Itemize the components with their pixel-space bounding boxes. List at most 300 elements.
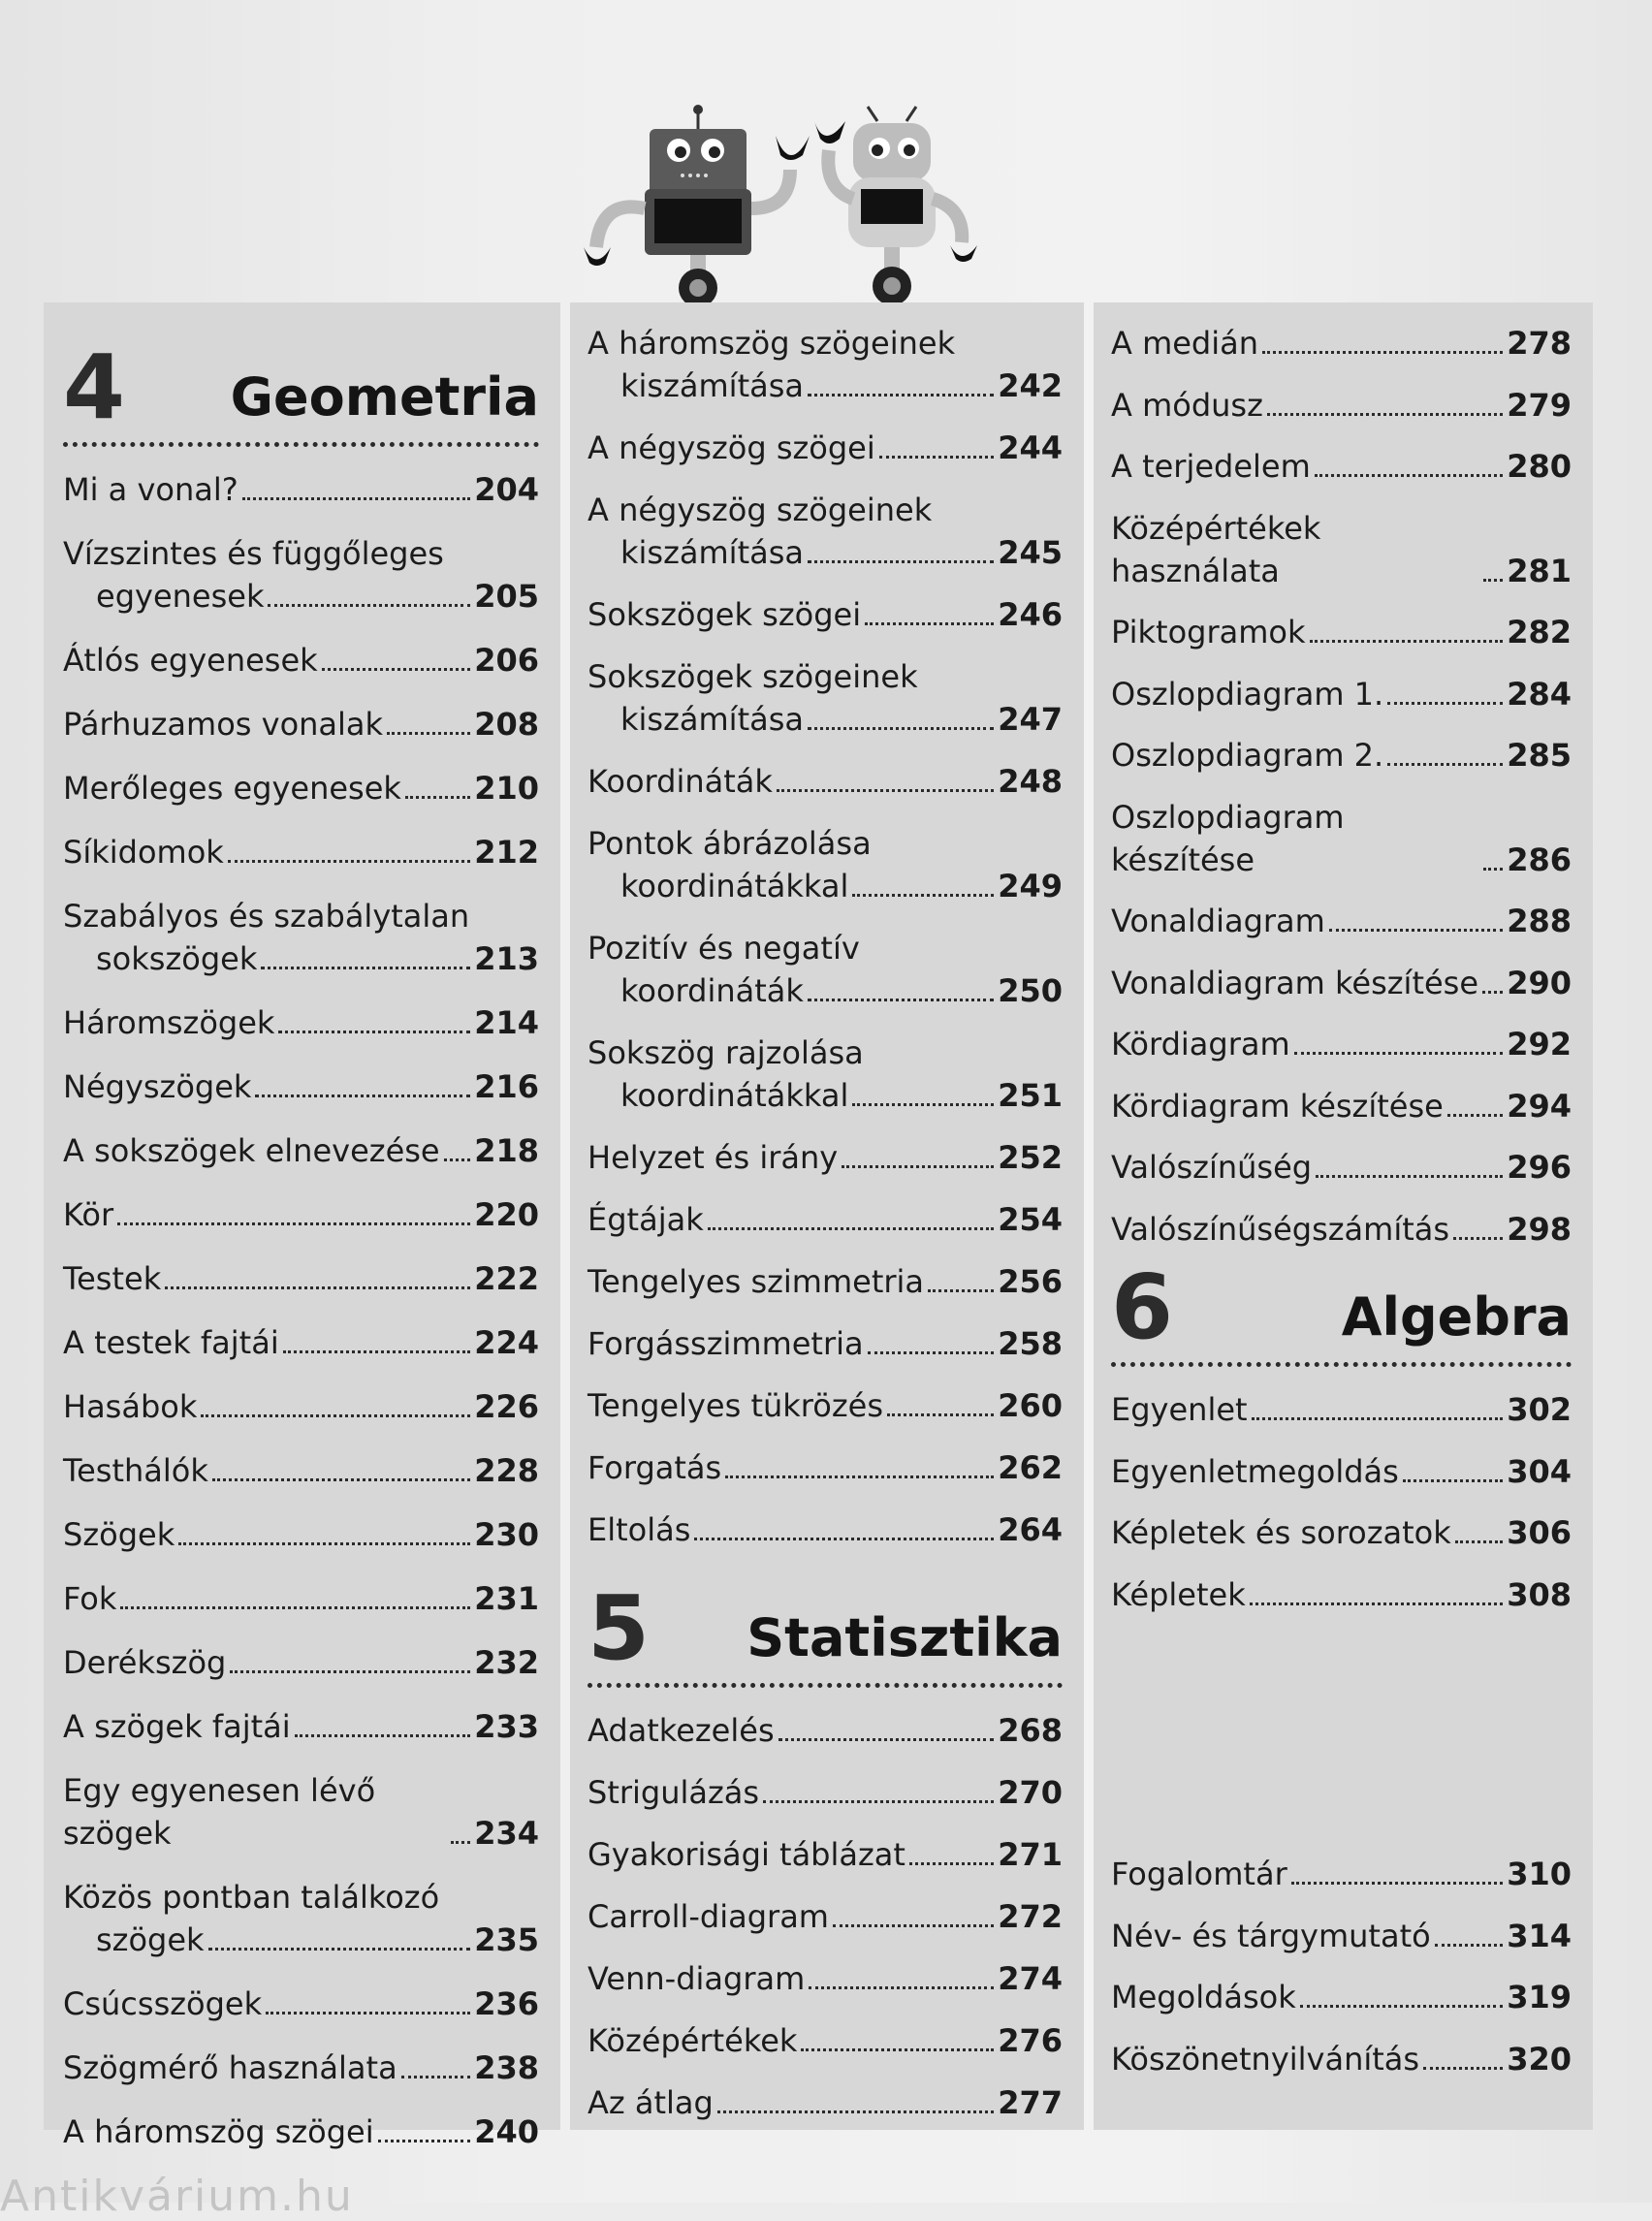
dot-leader xyxy=(278,1031,470,1033)
toc-entry xyxy=(588,1198,1063,1241)
toc-entry-page: 230 xyxy=(474,1516,539,1553)
dot-leader xyxy=(808,727,994,730)
toc-entry xyxy=(63,895,539,980)
toc-entry-page: 258 xyxy=(998,1325,1063,1362)
toc-entry xyxy=(63,1257,539,1300)
toc-entry-page: 280 xyxy=(1507,448,1572,485)
toc-entry-title: koordinátákkal xyxy=(620,868,849,904)
toc-entry-title: Középértékek használata xyxy=(1111,509,1321,589)
toc-entry-page: 256 xyxy=(998,1263,1063,1300)
dot-leader xyxy=(717,2110,994,2113)
toc-entry-title: Középértékek xyxy=(588,2022,798,2059)
toc-entry-title: kiszámítása xyxy=(620,367,804,404)
toc-entry-title: Eltolás xyxy=(588,1511,691,1548)
toc-entry-title: Piktogramok xyxy=(1111,614,1306,650)
toc-entry-page: 314 xyxy=(1507,1917,1572,1954)
toc-entry-title: A négyszög szögei xyxy=(588,429,875,466)
left-robot-icon xyxy=(584,105,810,307)
toc-list-statisztika-cont xyxy=(1111,322,1572,1251)
toc-entry-title: Hasábok xyxy=(63,1388,198,1425)
toc-entry-title: Oszlopdiagram 2. xyxy=(1111,737,1384,774)
toc-entry-page: 281 xyxy=(1507,552,1572,589)
toc-entry xyxy=(63,1876,539,1961)
toc-entry xyxy=(588,1508,1063,1551)
toc-entry-page: 224 xyxy=(474,1324,539,1361)
dot-leader xyxy=(242,497,470,500)
toc-entry-title: koordinátákkal xyxy=(620,1077,849,1114)
toc-entry xyxy=(1111,1208,1572,1251)
toc-entry xyxy=(588,1957,1063,2000)
toc-entry-page: 264 xyxy=(998,1511,1063,1548)
toc-entry-title: A módusz xyxy=(1111,386,1263,424)
dot-leader xyxy=(322,668,471,671)
toc-entry-page: 274 xyxy=(998,1960,1063,1997)
dot-leader xyxy=(405,796,470,799)
toc-entry-page: 270 xyxy=(998,1774,1063,1811)
dot-leader xyxy=(1262,351,1503,354)
toc-entry xyxy=(63,1321,539,1364)
toc-entry-page: 246 xyxy=(998,596,1063,633)
toc-entry-page: 260 xyxy=(998,1387,1063,1424)
toc-entry-page: 220 xyxy=(474,1196,539,1233)
toc-entry xyxy=(1111,796,1572,881)
toc-entry-page: 205 xyxy=(474,578,539,615)
toc-entry xyxy=(63,1449,539,1492)
dot-leader xyxy=(809,1986,994,1989)
toc-entry-page: 226 xyxy=(474,1388,539,1425)
toc-entry-title: egyenesek xyxy=(96,578,265,615)
toc-entry-title: Venn-diagram xyxy=(588,1960,806,1997)
toc-entry-page: 296 xyxy=(1507,1149,1572,1186)
toc-entry xyxy=(1111,1511,1572,1554)
toc-entry-title: kiszámítása xyxy=(620,534,804,571)
toc-entry-title: Strigulázás xyxy=(588,1774,760,1811)
toc-entry xyxy=(1111,384,1572,427)
toc-entry-title: Az átlag xyxy=(588,2084,714,2121)
toc-entry-page: 245 xyxy=(998,534,1063,571)
toc-entry-page: 210 xyxy=(474,770,539,807)
dot-leader xyxy=(1329,929,1503,932)
dot-leader xyxy=(808,394,994,397)
toc-entry-title: Testhálók xyxy=(63,1452,208,1489)
toc-entry xyxy=(588,1260,1063,1303)
toc-entry xyxy=(63,1193,539,1236)
toc-entry-title: Derékszög xyxy=(63,1644,227,1681)
toc-entry-title: A sokszögek elnevezése xyxy=(63,1132,440,1169)
toc-entry-page: 247 xyxy=(998,701,1063,738)
toc-entry-title: Oszlopdiagram készítése xyxy=(1111,798,1345,878)
toc-entry xyxy=(588,1709,1063,1752)
toc-list-algebra xyxy=(1111,1388,1572,1616)
toc-entry-title: Sokszögek szögeinek xyxy=(588,658,918,695)
dot-leader xyxy=(842,1165,994,1168)
chapter-number: 4 xyxy=(63,335,126,439)
dot-leader xyxy=(212,1478,470,1481)
dot-leader xyxy=(808,999,994,1001)
toc-entry-title: Közös pontban találkozó xyxy=(63,1879,440,1916)
dot-leader xyxy=(1291,1882,1503,1885)
dot-leader xyxy=(868,1351,995,1354)
toc-entry-page: 214 xyxy=(474,1004,539,1041)
toc-entry xyxy=(1111,1915,1572,1957)
toc-entry xyxy=(588,1895,1063,1938)
toc-entry-title: Forgatás xyxy=(588,1449,722,1486)
toc-entry xyxy=(63,1705,539,1748)
dot-leader xyxy=(401,2076,471,2078)
toc-entry-title: Fogalomtár xyxy=(1111,1856,1287,1892)
dot-leader xyxy=(120,1606,470,1609)
toc-entry-title: Adatkezelés xyxy=(588,1712,775,1749)
dot-leader xyxy=(165,1286,470,1289)
chapter-title: Geometria xyxy=(230,366,539,428)
toc-list-statisztika xyxy=(588,1709,1063,2124)
toc-entry-page: 240 xyxy=(474,2113,539,2150)
toc-entry-title: Koordináták xyxy=(588,763,773,800)
toc-entry-page: 290 xyxy=(1507,964,1572,1001)
toc-entry xyxy=(588,1771,1063,1814)
toc-entry xyxy=(588,1322,1063,1365)
dot-leader xyxy=(725,1475,994,1478)
toc-entry xyxy=(63,831,539,873)
toc-entry xyxy=(63,532,539,618)
toc-entry xyxy=(1111,322,1572,365)
toc-entry-title: Égtájak xyxy=(588,1201,704,1238)
toc-entry-page: 228 xyxy=(474,1452,539,1489)
toc-entry xyxy=(63,1983,539,2025)
toc-entry-title: Sokszög rajzolása xyxy=(588,1034,864,1071)
dot-leader xyxy=(261,967,470,969)
dot-leader xyxy=(1483,579,1503,582)
toc-entry-page: 222 xyxy=(474,1260,539,1297)
dot-leader xyxy=(1387,702,1503,705)
toc-entry-title: A háromszög szögeinek xyxy=(588,325,956,362)
toc-entry-title: Pontok ábrázolása xyxy=(588,825,872,862)
toc-entry-title: kiszámítása xyxy=(620,701,804,738)
toc-entry-title: Forgásszimmetria xyxy=(588,1325,864,1362)
dot-leader xyxy=(1294,1052,1504,1055)
toc-entry-title: Kördiagram készítése xyxy=(1111,1087,1444,1125)
toc-entry xyxy=(588,1446,1063,1489)
toc-entry-page: 233 xyxy=(474,1708,539,1745)
toc-entry-title: Párhuzamos vonalak xyxy=(63,706,384,743)
toc-entry-title: Valószínűségszámítás xyxy=(1111,1210,1450,1248)
dot-leader xyxy=(444,1158,471,1161)
toc-entry-page: 248 xyxy=(998,763,1063,800)
toc-entry-title: Carroll-diagram xyxy=(588,1898,829,1935)
toc-entry xyxy=(588,927,1063,1012)
dot-leader xyxy=(1315,474,1503,477)
toc-entry-page: 278 xyxy=(1507,325,1572,362)
toc-entry-title: Képletek xyxy=(1111,1575,1246,1613)
dot-leader xyxy=(1447,1114,1503,1117)
toc-entry xyxy=(1111,673,1572,715)
toc-entry-page: 234 xyxy=(474,1815,539,1852)
toc-entry-title: Sokszögek szögei xyxy=(588,596,862,633)
toc-entry-title: Pozitív és negatív xyxy=(588,930,860,967)
dot-leader xyxy=(230,1670,470,1673)
toc-entry-title: A testek fajtái xyxy=(63,1324,279,1361)
toc-entry-page: 294 xyxy=(1507,1087,1572,1125)
toc-entry-page: 276 xyxy=(998,2022,1063,2059)
toc-entry-page: 302 xyxy=(1507,1391,1572,1428)
watermark-text: Antikvárium.hu xyxy=(0,2172,354,2221)
toc-entry-page: 262 xyxy=(998,1449,1063,1486)
dot-leader xyxy=(295,1734,471,1737)
toc-entry-page: 320 xyxy=(1507,2040,1572,2078)
toc-entry-title: A medián xyxy=(1111,325,1259,362)
toc-entry-title: Helyzet és irány xyxy=(588,1139,839,1176)
toc-entry-page: 282 xyxy=(1507,614,1572,650)
dot-leader xyxy=(1435,1944,1504,1947)
toc-entry-page: 251 xyxy=(998,1077,1063,1114)
toc-entry-page: 252 xyxy=(998,1139,1063,1176)
toc-entry-page: 244 xyxy=(998,429,1063,466)
dot-leader xyxy=(283,1350,470,1353)
toc-entry-page: 285 xyxy=(1507,737,1572,774)
toc-column-1 xyxy=(44,302,560,2150)
toc-entry-title: Átlós egyenesek xyxy=(63,642,318,679)
toc-entry-title: Merőleges egyenesek xyxy=(63,770,401,807)
toc-entry-page: 306 xyxy=(1507,1514,1572,1551)
toc-entry xyxy=(1111,962,1572,1004)
toc-entry xyxy=(63,1769,539,1855)
toc-entry xyxy=(588,1833,1063,1876)
toc-entry xyxy=(63,1385,539,1428)
chapter-number: 6 xyxy=(1111,1255,1174,1359)
toc-entry xyxy=(63,1577,539,1620)
toc-entry-title: Képletek és sorozatok xyxy=(1111,1514,1451,1551)
toc-entry-title: Megoldások xyxy=(1111,1979,1296,2015)
dot-leader xyxy=(378,2140,471,2142)
toc-entry-title: koordináták xyxy=(620,972,804,1009)
toc-entry xyxy=(63,639,539,682)
dot-leader xyxy=(266,2012,470,2015)
dot-leader xyxy=(208,1948,471,1951)
toc-entry xyxy=(63,703,539,746)
dot-leader xyxy=(778,1738,995,1741)
toc-entry xyxy=(1111,611,1572,653)
dot-leader xyxy=(777,789,994,792)
toc-entry-title: Síkidomok xyxy=(63,834,224,871)
toc-column-2 xyxy=(570,302,1084,2130)
toc-entry-title: Csúcsszögek xyxy=(63,1985,263,2022)
toc-entry-title: Négyszögek xyxy=(63,1068,252,1105)
toc-entry-page: 236 xyxy=(474,1985,539,2022)
toc-entry xyxy=(63,1065,539,1108)
toc-entry-title: A négyszög szögeinek xyxy=(588,492,933,528)
dot-leader xyxy=(801,2048,994,2051)
toc-entry xyxy=(63,1513,539,1556)
dot-leader xyxy=(852,1103,994,1106)
toc-entry xyxy=(1111,734,1572,777)
chapter-heading-geometria xyxy=(63,335,539,447)
dot-leader xyxy=(1423,2067,1503,2070)
toc-entry-title: Valószínűség xyxy=(1111,1149,1313,1186)
toc-entry-title: Egyenlet xyxy=(1111,1391,1248,1428)
toc-entry xyxy=(63,2046,539,2089)
toc-entry-page: 310 xyxy=(1507,1856,1572,1892)
toc-entry-page: 286 xyxy=(1507,841,1572,878)
dot-leader xyxy=(708,1227,994,1230)
right-robot-icon xyxy=(814,107,977,305)
toc-entry-page: 212 xyxy=(474,834,539,871)
dot-leader xyxy=(865,622,994,625)
toc-entry-page: 304 xyxy=(1507,1452,1572,1490)
dot-leader xyxy=(879,456,994,459)
dot-leader xyxy=(1252,1417,1504,1420)
dot-leader xyxy=(852,894,994,897)
toc-entry-title: Tengelyes szimmetria xyxy=(588,1263,925,1300)
toc-entry-title: Háromszögek xyxy=(63,1004,275,1041)
toc-entry xyxy=(588,1031,1063,1117)
toc-entry xyxy=(588,2081,1063,2124)
dot-leader xyxy=(1403,1479,1503,1482)
toc-entry-title: A háromszög szögei xyxy=(63,2113,374,2150)
toc-entry-page: 231 xyxy=(474,1580,539,1617)
chapter-title: Statisztika xyxy=(747,1607,1063,1668)
toc-entry xyxy=(1111,445,1572,488)
dot-leader xyxy=(1250,1602,1503,1605)
dot-leader xyxy=(808,560,994,563)
dot-leader xyxy=(1310,640,1504,643)
dot-leader xyxy=(887,1413,994,1416)
toc-entry-page: 235 xyxy=(474,1921,539,1958)
toc-entry-title: szögek xyxy=(96,1921,205,1958)
toc-entry xyxy=(63,767,539,809)
toc-entry-title: Testek xyxy=(63,1260,162,1297)
dot-leader xyxy=(228,860,470,863)
toc-entry-page: 206 xyxy=(474,642,539,679)
toc-entry xyxy=(588,489,1063,574)
toc-entry xyxy=(1111,1976,1572,2018)
toc-entry-title: Vonaldiagram készítése xyxy=(1111,964,1479,1001)
dot-leader xyxy=(1455,1540,1503,1543)
toc-entry xyxy=(63,1129,539,1172)
toc-entry-page: 208 xyxy=(474,706,539,743)
dot-leader xyxy=(1267,413,1503,416)
dot-leader xyxy=(268,604,470,607)
toc-entry-title: Egyenletmegoldás xyxy=(1111,1452,1399,1490)
chapter-heading-statisztika xyxy=(588,1576,1063,1688)
dot-leader xyxy=(1482,991,1503,994)
toc-entry-title: Tengelyes tükrözés xyxy=(588,1387,883,1424)
dot-leader xyxy=(387,732,470,735)
dot-leader xyxy=(178,1542,470,1545)
toc-entry xyxy=(1111,1085,1572,1127)
chapter-heading-algebra xyxy=(1111,1255,1572,1367)
toc-entry xyxy=(1111,1146,1572,1189)
toc-entry xyxy=(1111,2038,1572,2080)
toc-entry-page: 319 xyxy=(1507,1979,1572,2015)
toc-entry xyxy=(588,760,1063,803)
dot-leader xyxy=(763,1800,994,1803)
toc-entry xyxy=(1111,507,1572,592)
dot-leader xyxy=(117,1222,470,1225)
toc-entry xyxy=(63,468,539,511)
dot-leader xyxy=(928,1289,994,1292)
dot-leader xyxy=(255,1095,470,1097)
toc-entry-title: Köszönetnyilvánítás xyxy=(1111,2040,1420,2078)
toc-entry-page: 216 xyxy=(474,1068,539,1105)
dot-leader xyxy=(909,1862,994,1865)
toc-entry-page: 298 xyxy=(1507,1210,1572,1248)
toc-entry-title: Vízszintes és függőleges xyxy=(63,535,444,572)
dot-leader xyxy=(694,1538,994,1540)
toc-entry-page: 284 xyxy=(1507,675,1572,713)
toc-list-geometria-cont xyxy=(588,322,1063,1551)
toc-entry-page: 218 xyxy=(474,1132,539,1169)
toc-entry xyxy=(63,1001,539,1044)
toc-entry xyxy=(1111,1450,1572,1493)
toc-entry xyxy=(588,593,1063,636)
toc-entry-page: 288 xyxy=(1507,903,1572,939)
toc-entry-title: Szögmérő használata xyxy=(63,2049,397,2086)
toc-entry-title: Szabályos és szabálytalan xyxy=(63,898,470,935)
toc-entry xyxy=(63,2110,539,2153)
toc-entry-page: 250 xyxy=(998,972,1063,1009)
toc-entry xyxy=(588,655,1063,741)
toc-entry-page: 277 xyxy=(998,2084,1063,2121)
dot-leader xyxy=(833,1924,994,1927)
toc-entry-page: 238 xyxy=(474,2049,539,2086)
toc-entry-title: Név- és tárgymutató xyxy=(1111,1917,1431,1954)
chapter-number: 5 xyxy=(588,1576,651,1680)
toc-entry-title: Kör xyxy=(63,1196,114,1233)
toc-entry-title: Oszlopdiagram 1. xyxy=(1111,675,1384,713)
chapter-title: Algebra xyxy=(1341,1286,1572,1348)
toc-entry-page: 249 xyxy=(998,868,1063,904)
toc-entry-page: 279 xyxy=(1507,386,1572,424)
dot-leader xyxy=(201,1414,470,1417)
toc-entry-page: 272 xyxy=(998,1898,1063,1935)
toc-entry-title: Gyakorisági táblázat xyxy=(588,1836,905,1873)
toc-entry-page: 308 xyxy=(1507,1575,1572,1613)
toc-list-geometria xyxy=(63,468,539,2153)
toc-entry xyxy=(588,2019,1063,2062)
toc-entry-title: Egy egyenesen lévő szögek xyxy=(63,1772,376,1852)
toc-entry xyxy=(588,822,1063,907)
toc-entry-title: A szögek fajtái xyxy=(63,1708,291,1745)
toc-entry xyxy=(1111,1853,1572,1895)
toc-entry xyxy=(588,1384,1063,1427)
toc-entry-title: Kördiagram xyxy=(1111,1026,1290,1063)
toc-entry-page: 268 xyxy=(998,1712,1063,1749)
toc-entry xyxy=(588,322,1063,407)
toc-entry-title: Vonaldiagram xyxy=(1111,903,1325,939)
toc-entry-page: 254 xyxy=(998,1201,1063,1238)
toc-entry-page: 204 xyxy=(474,471,539,508)
toc-entry-title: sokszögek xyxy=(96,940,258,977)
toc-column-3 xyxy=(1094,302,1593,2130)
dot-leader xyxy=(1316,1175,1503,1178)
toc-entry-page: 292 xyxy=(1507,1026,1572,1063)
toc-entry xyxy=(588,1136,1063,1179)
toc-entry xyxy=(1111,1573,1572,1616)
toc-entry xyxy=(588,427,1063,469)
toc-list-back-matter xyxy=(1111,1853,1572,2099)
dot-leader xyxy=(451,1841,470,1844)
toc-entry-page: 213 xyxy=(474,940,539,977)
dot-leader xyxy=(1483,868,1503,871)
toc-entry xyxy=(63,1641,539,1684)
toc-entry-page: 232 xyxy=(474,1644,539,1681)
dot-leader xyxy=(1387,763,1503,766)
toc-entry xyxy=(1111,1023,1572,1065)
dot-leader xyxy=(1453,1237,1503,1240)
robots-illustration xyxy=(582,102,1028,310)
toc-entry-page: 271 xyxy=(998,1836,1063,1873)
toc-entry-title: Szögek xyxy=(63,1516,175,1553)
